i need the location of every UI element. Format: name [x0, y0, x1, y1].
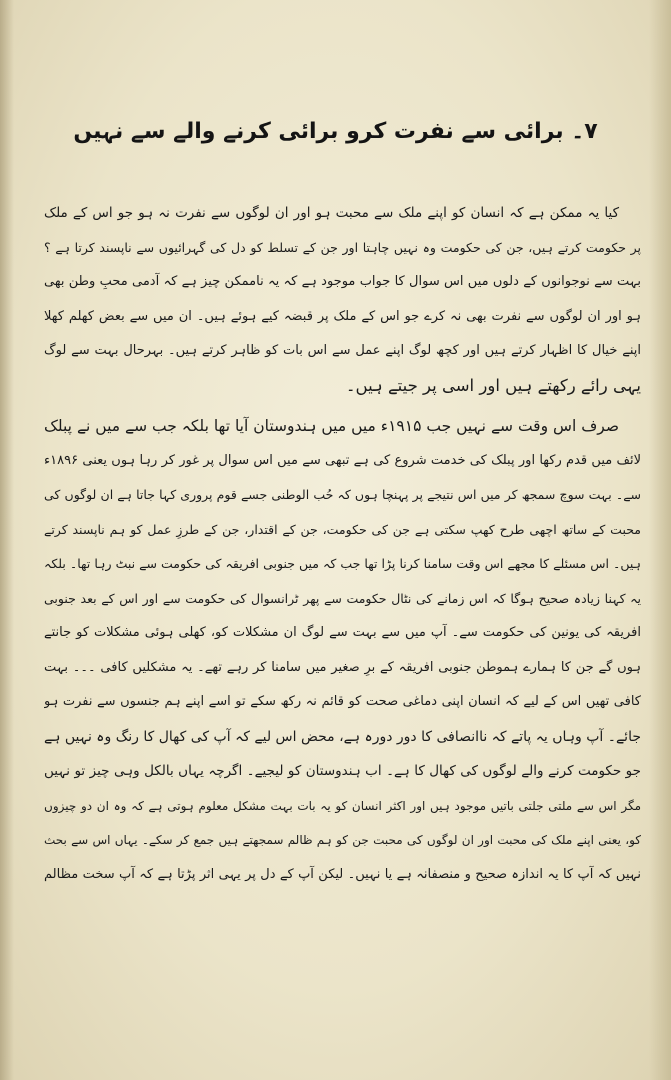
text-line: یہی رائے رکھتے ہیں اور اسی پر جیتے ہیں۔ — [345, 375, 641, 395]
text-line: نہیں کہ آپ کا یہ اندازہ صحیح و منصفانہ ہے یا نہیں۔ لیکن آپ کے دل پر یہی اثر پڑتا ہے کہ آپ سخت مظالم — [44, 866, 641, 882]
text-line: سے۔ بہت سوچ سمجھ کر میں اس نتیجے پر پہنچا ہوں کہ حُب الوطنی جسے قوم پروری کہا جاتا ہے ان لوگوں کی — [44, 487, 641, 502]
text-line: جائے۔ آپ وہاں یہ پاتے کہ ناانصافی کا دور دورہ ہے، محض اس لیے کہ آپ کی کھال کا رنگ وہ نہیں ہے — [44, 728, 641, 745]
text-line: محبت کے ساتھ اچھی طرح کھپ سکتی ہے جن کی حکومت، جن کے اقتدار، جن کے طرزِ عمل کو ہم ناپسند کرتے — [44, 521, 641, 537]
text-line: ہو اور ان لوگوں سے نفرت بھی نہ کرے جو اس کے ملک پر قبضہ کیے ہوئے ہیں۔ ان میں سے بعض کھلم کھلا — [44, 308, 641, 324]
text-line: صرف اس وقت سے نہیں جب ۱۹۱۵ء میں میں ہندوستان آیا تھا بلکہ جب سے میں نے پبلک — [44, 417, 619, 435]
text-line: بہت سے نوجوانوں کے دلوں میں اس سوال کا جواب موجود ہے کہ یہ ناممکن چیز ہے کہ آدمی محبِ وطن بھی — [44, 274, 641, 289]
paragraph-2 — [44, 409, 641, 892]
text-line: مگر اس سے ملتی جلتی باتیں موجود ہیں اور اکثر انسان کو یہ بات بہت مشکل معلوم ہوتی ہے کہ وہ ان دو چیزوں — [44, 798, 641, 813]
text-line: ہیں۔ اس مسئلے کا مجھے اس وقت سامنا کرنا پڑا تھا جب کہ میں جنوبی افریقہ کی حکومت سے نبٹ رہا تھا۔ بلکہ — [44, 556, 641, 571]
text-line: اپنے خیال کا اظہار کرتے ہیں اور کچھ لوگ اپنے عمل سے اس بات کو ظاہر کرتے ہیں۔ بہرحال بہت سے لوگ — [44, 343, 641, 358]
text-line: جو حکومت کرنے والے لوگوں کی کھال کا ہے۔ اب ہندوستان کو لیجیے۔ اگرچہ یہاں بالکل وہی چیز تو نہیں — [44, 763, 641, 779]
text-line: ہوں گے جن کا ہمارے ہموطن جنوبی افریقہ کے برِ صغیر میں سامنا کر رہے تھے۔ یہ مشکلیں کافی ۔۔۔ بہت — [44, 659, 641, 675]
chapter-heading: ۷۔ برائی سے نفرت کرو برائی کرنے والے سے نہیں — [73, 119, 598, 144]
text-line: لائف میں قدم رکھا اور پبلک کی خدمت شروع کی ہے تبھی سے میں اس سوال پر غور کر رہا ہوں یعنی ۱۸۹۶ء — [44, 452, 641, 468]
text-line: کیا یہ ممکن ہے کہ انسان کو اپنے ملک سے محبت ہو اور ان لوگوں سے نفرت نہ ہو جو اس کے ملک — [44, 205, 619, 221]
text-line: افریقہ کی یونین کی حکومت سے۔ آپ میں سے بہت سے لوگ ان مشکلات کو، کھلی ہوئی مشکلات کو جانتے — [44, 625, 641, 640]
paragraph-1 — [44, 196, 641, 403]
text-line: یہ کہنا زیادہ صحیح ہوگا کہ اس زمانے کی نٹال حکومت سے پھر ٹرانسوال کی حکومت سے اور اس کے بعد جنوبی — [44, 590, 641, 606]
text-line: پر حکومت کرتے ہیں، جن کی حکومت وہ نہیں چاہتا اور جن کے تسلط کو دل کی گہرائیوں سے ناپسند کرتا ہے ؟ — [44, 239, 641, 255]
body-text — [44, 196, 641, 892]
text-line: کو، یعنی اپنے ملک کی محبت اور ان لوگوں کی محبت جن کو ہم ظالم سمجھتے ہیں جمع کر سکے۔ یہاں اس سے بحث — [44, 833, 641, 847]
text-line: کافی تھیں اس کے لیے کہ انسان اپنی دماغی صحت کو قائم نہ رکھ سکے تو اسے اپنے ہم جنسوں سے نفرت ہو — [44, 694, 641, 709]
